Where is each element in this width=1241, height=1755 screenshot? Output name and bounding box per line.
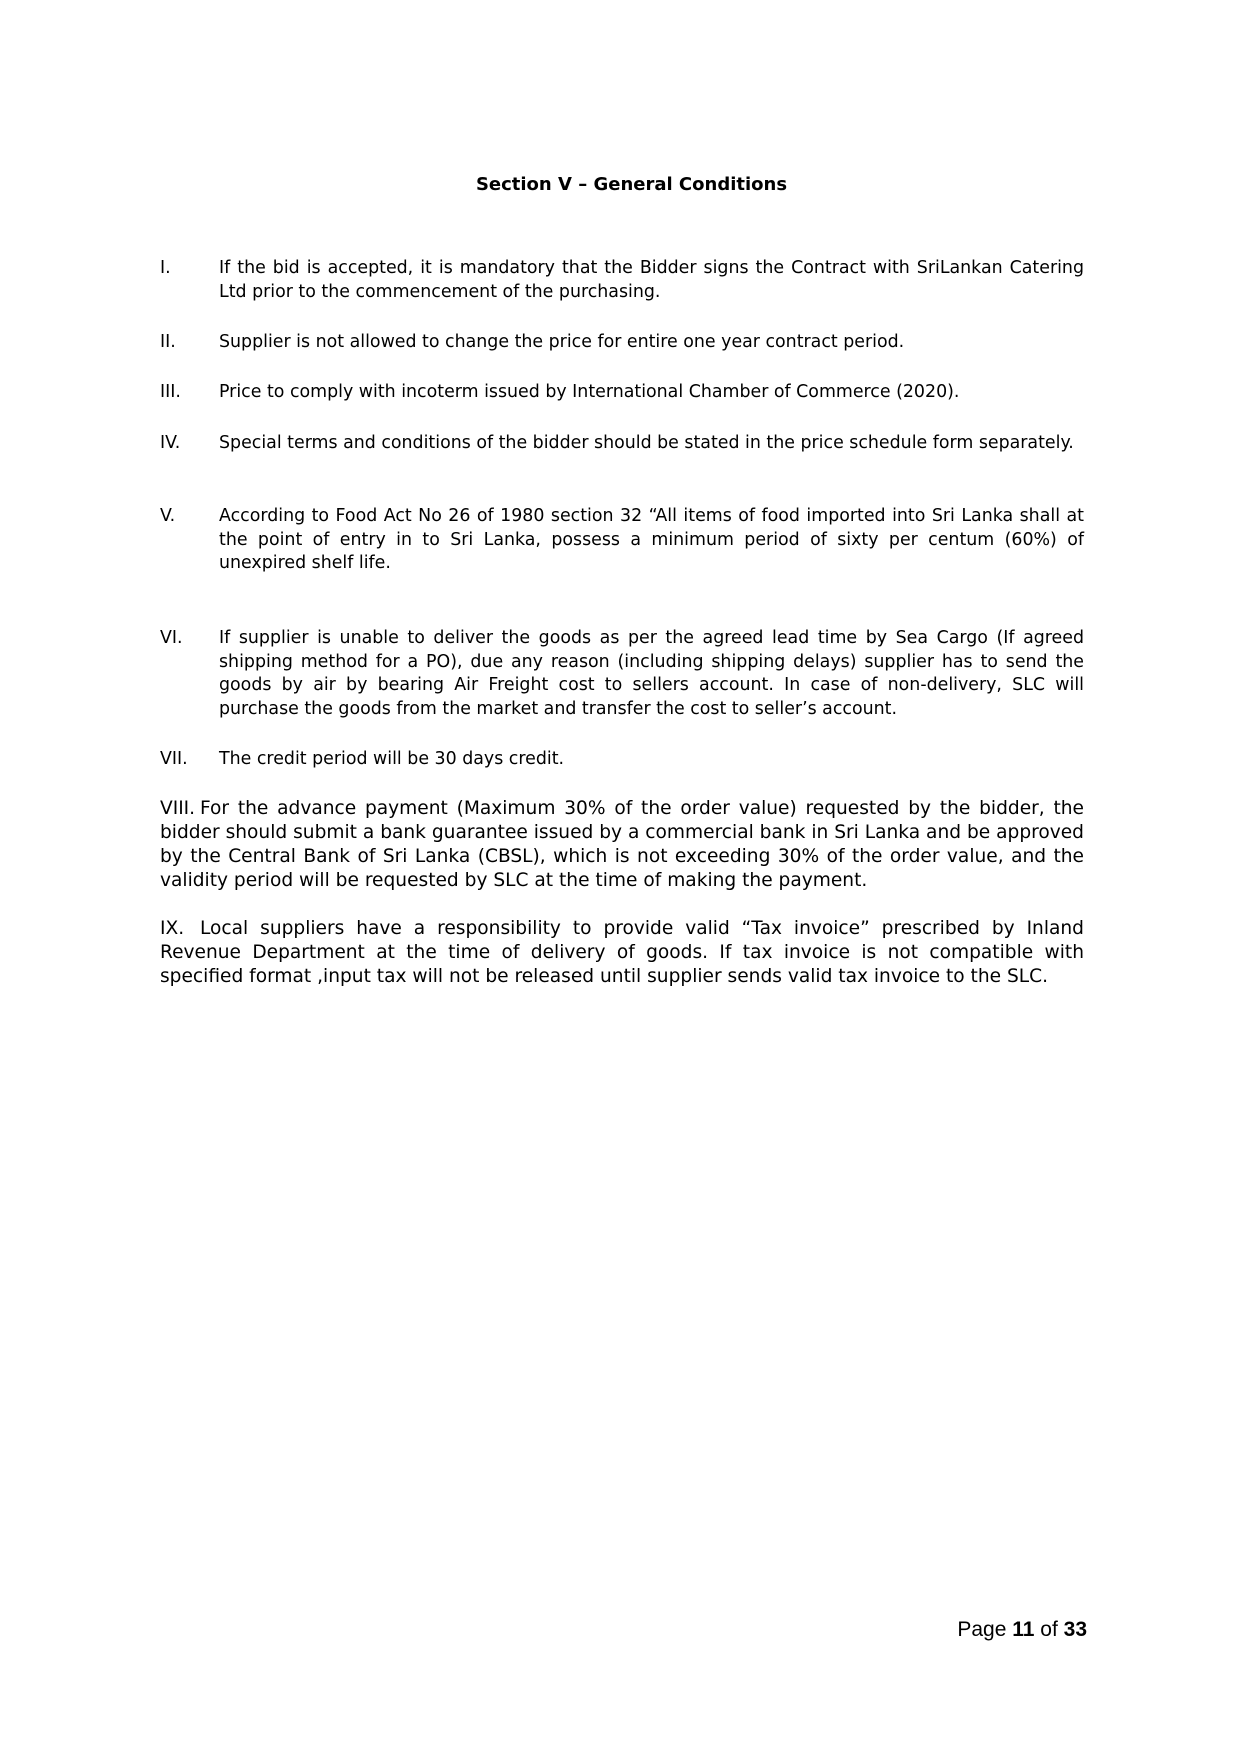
item-text: Supplier is not allowed to change the price for entire one year contract period. [219,332,905,352]
page-label: Page [957,1618,1007,1641]
item-number: VIII. [160,798,196,819]
total-pages: 33 [1063,1618,1087,1641]
item-text: The credit period will be 30 days credit. [219,749,565,769]
condition-item-4 [160,432,1084,456]
item-text: Special terms and conditions of the bidder should be stated in the price schedule form separately. [219,433,1074,453]
condition-item-3 [160,381,1084,405]
page-of-label: of [1040,1618,1058,1641]
condition-item-5 [160,505,1084,576]
page-number-footer [957,1618,1087,1642]
condition-item-2 [160,331,1084,355]
item-number: III. [160,382,181,402]
condition-paragraph-8 [160,797,1084,893]
item-number: IV. [160,433,181,453]
item-number: IX. [160,918,185,939]
item-number: V. [160,506,176,526]
condition-paragraph-9 [160,917,1084,989]
item-number: I. [160,258,171,278]
condition-item-1 [160,257,1084,304]
item-text: If the bid is accepted, it is mandatory that the Bidder signs the Contract with SriLankan Catering Ltd prior to the commencement of the purchasing. [219,258,1084,302]
condition-item-7 [160,748,1084,772]
item-number: II. [160,332,176,352]
item-number: VII. [160,749,188,769]
item-text: Local suppliers have a responsibility to provide valid “Tax invoice” prescribed by Inland Revenue Department at the time of delivery of goods. If tax invoice is not compatible with specified format ,input tax will not be released until supplier sends valid tax invoice to the SLC. [160,918,1084,987]
item-number: VI. [160,628,183,648]
section-title: Section V – General Conditions [475,174,788,195]
item-text: For the advance payment (Maximum 30% of the order value) requested by the bidder, the bidder should submit a bank guarantee issued by a commercial bank in Sri Lanka and be approved by the Central Bank of Sri Lanka (CBSL), which is not exceeding 30% of the order value, and the validity period will be requested by SLC at the time of making the payment. [160,798,1084,891]
item-text: According to Food Act No 26 of 1980 section 32 “All items of food imported into Sri Lanka shall at the point of entry in to Sri Lanka, possess a minimum period of sixty per centum (60%) of unexpired shelf life. [219,506,1084,573]
condition-item-6 [160,627,1084,721]
current-page: 11 [1012,1618,1035,1641]
item-text: Price to comply with incoterm issued by International Chamber of Commerce (2020). [219,382,960,402]
item-text: If supplier is unable to deliver the goods as per the agreed lead time by Sea Cargo (If agreed shipping method for a PO), due any reason (including shipping delays) supplier has to send the goods by air by bearing Air Freight cost to sellers account. In case of non-delivery, SLC will purchase the goods from the market and transfer the cost to seller’s account. [219,628,1084,719]
